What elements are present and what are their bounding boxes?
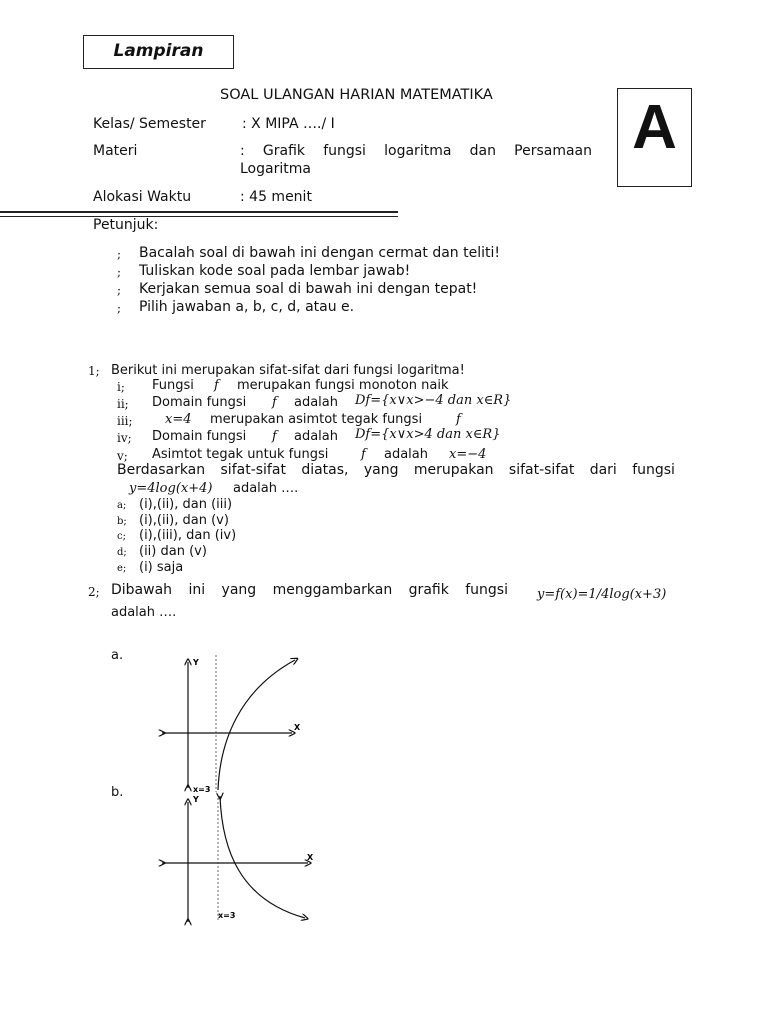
graph-label[interactable]: a.	[111, 648, 124, 663]
conclusion-word: sifat-sifat	[508, 462, 575, 478]
petunjuk-item: Pilih jawaban a, b, c, d, atau e.	[139, 299, 355, 315]
waktu-value: : 45 menit	[240, 189, 312, 205]
prop-math: f	[272, 395, 277, 410]
materi-word: Grafik	[262, 143, 306, 159]
option-text[interactable]: (ii) dan (v)	[139, 544, 207, 559]
prop-number: v;	[117, 449, 128, 463]
prop-rest: merupakan asimtot tegak fungsi	[210, 412, 423, 427]
option-text[interactable]: (i),(iii), dan (iv)	[139, 528, 237, 543]
question-word: ini	[188, 582, 206, 598]
function-formula: y=4log(x+4)	[129, 481, 213, 496]
prop-number: ii;	[117, 397, 129, 411]
question-word: grafik	[408, 582, 449, 598]
prop-text: Domain fungsi	[152, 429, 247, 444]
option-letter: d;	[117, 547, 127, 558]
conclusion-word: diatas,	[301, 462, 349, 478]
materi-value-line2: Logaritma	[240, 161, 311, 177]
conclusion-word: dari	[589, 462, 617, 478]
materi-word: :	[240, 143, 245, 159]
conclusion-word: Berdasarkan	[117, 462, 206, 478]
bullet-icon: ;	[117, 247, 122, 261]
conclusion-word: merupakan	[413, 462, 494, 478]
materi-value	[240, 143, 592, 159]
prop-rest: merupakan fungsi monoton naik	[237, 378, 449, 393]
question-word: fungsi	[465, 582, 508, 598]
header-divider	[0, 211, 398, 213]
kelas-label: Kelas/ Semester	[93, 116, 206, 132]
question-word: menggambarkan	[272, 582, 393, 598]
conclusion-word: fungsi	[632, 462, 675, 478]
prop-rest: adalah	[294, 395, 339, 410]
prop-text: Fungsi	[152, 378, 194, 393]
prop-math: f	[214, 378, 219, 393]
prop-math: f	[272, 429, 277, 444]
materi-word: fungsi	[323, 143, 366, 159]
question-word: Dibawah	[111, 582, 173, 598]
option-letter: b;	[117, 516, 127, 527]
prop-rest: adalah	[384, 447, 429, 462]
graph-curve	[218, 660, 295, 790]
asymptote-label: x=3	[218, 911, 236, 920]
exam-code: A	[632, 93, 677, 162]
conclusion-word: sifat-sifat	[220, 462, 286, 478]
asymptote-label: x=3	[193, 785, 211, 794]
prop-formula: Df={x∨x>4 dan x∈R}	[355, 427, 501, 442]
bullet-icon: ;	[117, 265, 122, 279]
option-text[interactable]: (i),(ii), dan (iii)	[139, 497, 233, 512]
prop-rest: adalah	[294, 429, 339, 444]
prop-text: Asimtot tegak untuk fungsi	[152, 447, 329, 462]
prop-text: Domain fungsi	[152, 395, 247, 410]
option-letter: c;	[117, 531, 126, 542]
graph-b	[150, 790, 320, 930]
waktu-label: Alokasi Waktu	[93, 189, 192, 205]
materi-label: Materi	[93, 143, 138, 159]
prop-formula: Df={x∨x>−4 dan x∈R}	[355, 393, 512, 408]
question-word: yang	[221, 582, 257, 598]
materi-word: Persamaan	[514, 143, 592, 159]
y-axis-label: Y	[193, 658, 199, 667]
question-text	[111, 582, 508, 598]
question-text-line2: adalah ….	[111, 605, 177, 620]
y-axis-label: Y	[193, 795, 199, 804]
prop-formula: f	[456, 412, 461, 427]
prop-number: iv;	[117, 431, 132, 445]
kelas-value: : X MIPA …./ I	[242, 116, 335, 132]
question-conclusion	[117, 462, 675, 478]
option-letter: e;	[117, 563, 127, 574]
prop-math: f	[361, 447, 366, 462]
x-axis-label: X	[294, 723, 301, 732]
lampiran-label: Lampiran	[113, 41, 204, 61]
exam-code-box	[617, 88, 692, 187]
petunjuk-item: Kerjakan semua soal di bawah ini dengan tepat!	[139, 281, 478, 297]
graph-curve	[220, 796, 305, 918]
option-letter: a;	[117, 500, 127, 511]
x-axis-label: X	[307, 853, 314, 862]
prop-formula: x=−4	[449, 447, 487, 462]
prop-math: x=4	[165, 412, 192, 427]
petunjuk-item: Bacalah soal di bawah ini dengan cermat dan teliti!	[139, 245, 500, 261]
materi-word: dan	[469, 143, 496, 159]
petunjuk-label: Petunjuk:	[93, 217, 159, 233]
graph-label[interactable]: b.	[111, 785, 124, 800]
conclusion-word: yang	[363, 462, 399, 478]
question-number: 2;	[88, 585, 100, 599]
option-text[interactable]: (i) saja	[139, 560, 184, 575]
header-divider-thin	[0, 216, 398, 217]
page-title: SOAL ULANGAN HARIAN MATEMATIKA	[220, 87, 493, 103]
bullet-icon: ;	[117, 301, 122, 315]
function-formula: y=f(x)=1/4log(x+3)	[537, 587, 667, 602]
graph-a	[150, 650, 320, 800]
materi-word: logaritma	[384, 143, 452, 159]
lampiran-box	[83, 35, 234, 69]
option-text[interactable]: (i),(ii), dan (v)	[139, 513, 229, 528]
question-number: 1;	[88, 364, 100, 378]
prop-number: i;	[117, 380, 125, 394]
petunjuk-item: Tuliskan kode soal pada lembar jawab!	[139, 263, 411, 279]
bullet-icon: ;	[117, 283, 122, 297]
prop-number: iii;	[117, 414, 133, 428]
function-tail: adalah ….	[233, 481, 299, 496]
question-text: Berikut ini merupakan sifat-sifat dari fungsi logaritma!	[111, 363, 465, 378]
